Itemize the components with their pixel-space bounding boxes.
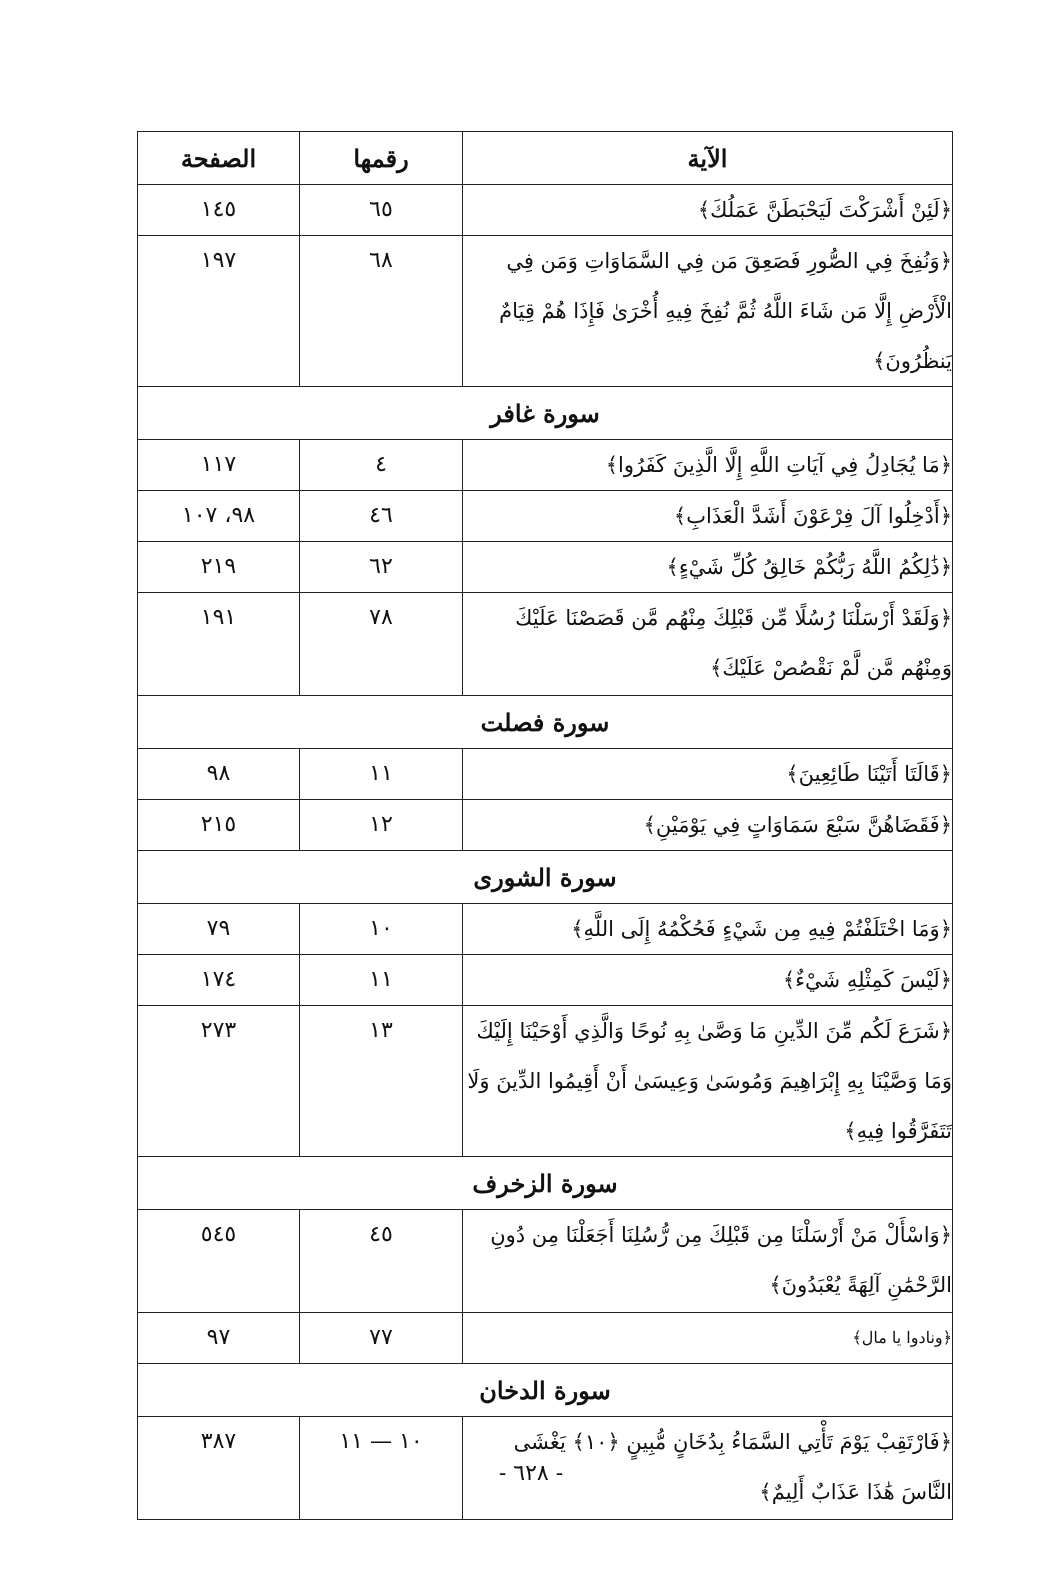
- number-cell: ٧٨: [300, 593, 463, 696]
- page-cell: ٩٨، ١٠٧: [138, 491, 300, 542]
- ayah-cell: ﴿وَاسْأَلْ مَنْ أَرْسَلْنَا مِن قَبْلِكَ مِن رُّسُلِنَا أَجَعَلْنَا مِن دُونِ الرَّحْمَٰنِ آلِهَةً يُعْبَدُونَ﴾: [463, 1210, 953, 1313]
- page-cell: ٢٧٣: [138, 1006, 300, 1157]
- page-cell: ١٩٧: [138, 236, 300, 387]
- header-row: [138, 132, 953, 185]
- page-cell: ١٤٥: [138, 185, 300, 236]
- table-row: [138, 491, 953, 542]
- table-row: [138, 800, 953, 851]
- surah-title: سورة الدخان: [138, 1364, 953, 1417]
- number-cell: ٧٧: [300, 1313, 463, 1364]
- surah-row: [138, 1364, 953, 1417]
- number-cell: ٤: [300, 440, 463, 491]
- page-cell: ١١٧: [138, 440, 300, 491]
- ayah-cell: ﴿أَدْخِلُوا آلَ فِرْعَوْنَ أَشَدَّ الْعَذَابِ﴾: [463, 491, 953, 542]
- table-row: [138, 1210, 953, 1313]
- ayah-cell: ﴿وَنُفِخَ فِي الصُّورِ فَصَعِقَ مَن فِي السَّمَاوَاتِ وَمَن فِي الْأَرْضِ إِلَّا مَن شَاءَ اللَّهُ ثُمَّ نُفِخَ فِيهِ أُخْرَىٰ فَإِذَا هُمْ قِيَامٌ يَنظُرُونَ﴾: [463, 236, 953, 387]
- number-cell: ١٠: [300, 904, 463, 955]
- page-cell: ٣٨٧: [138, 1417, 300, 1520]
- number-cell: ١٢: [300, 800, 463, 851]
- page-cell: ١٧٤: [138, 955, 300, 1006]
- ayah-cell: ﴿فَقَضَاهُنَّ سَبْعَ سَمَاوَاتٍ فِي يَوْمَيْنِ﴾: [463, 800, 953, 851]
- surah-title: سورة الزخرف: [138, 1157, 953, 1210]
- surah-title: سورة غافر: [138, 387, 953, 440]
- ayah-cell: ﴿ذَٰلِكُمُ اللَّهُ رَبُّكُمْ خَالِقُ كُلِّ شَيْءٍ﴾: [463, 542, 953, 593]
- table-row: [138, 593, 953, 696]
- surah-row: [138, 851, 953, 904]
- page-cell: ٩٧: [138, 1313, 300, 1364]
- ayah-cell: ﴿لَئِنْ أَشْرَكْتَ لَيَحْبَطَنَّ عَمَلُكَ﴾: [463, 185, 953, 236]
- index-table: [137, 131, 953, 1520]
- number-cell: ١٣: [300, 1006, 463, 1157]
- ayah-cell: ﴿لَيْسَ كَمِثْلِهِ شَيْءٌ﴾: [463, 955, 953, 1006]
- table-row: [138, 955, 953, 1006]
- header-ayah: الآية: [463, 132, 953, 185]
- header-page: الصفحة: [138, 132, 300, 185]
- page-cell: ٧٩: [138, 904, 300, 955]
- table-row: [138, 1313, 953, 1364]
- number-cell: ١٠ — ١١: [300, 1417, 463, 1520]
- ayah-cell: ﴿وَمَا اخْتَلَفْتُمْ فِيهِ مِن شَيْءٍ فَحُكْمُهُ إِلَى اللَّهِ﴾: [463, 904, 953, 955]
- ayah-cell: ﴿مَا يُجَادِلُ فِي آيَاتِ اللَّهِ إِلَّا الَّذِينَ كَفَرُوا﴾: [463, 440, 953, 491]
- page-cell: ٢١٩: [138, 542, 300, 593]
- number-cell: ٦٢: [300, 542, 463, 593]
- page-cell: ١٩١: [138, 593, 300, 696]
- ayah-cell: ﴿ونادوا يا مال﴾: [463, 1313, 953, 1364]
- header-number: رقمها: [300, 132, 463, 185]
- ayah-cell: ﴿قَالَتَا أَتَيْنَا طَائِعِينَ﴾: [463, 749, 953, 800]
- ayah-cell: ﴿شَرَعَ لَكُم مِّنَ الدِّينِ مَا وَصَّىٰ بِهِ نُوحًا وَالَّذِي أَوْحَيْنَا إِلَيْكَ وَمَا وَصَّيْنَا بِهِ إِبْرَاهِيمَ وَمُوسَىٰ وَعِيسَىٰ أَنْ أَقِيمُوا الدِّينَ وَلَا تَتَفَرَّقُوا فِيهِ﴾: [463, 1006, 953, 1157]
- surah-row: [138, 696, 953, 749]
- number-cell: ٦٨: [300, 236, 463, 387]
- number-cell: ١١: [300, 955, 463, 1006]
- table-row: [138, 904, 953, 955]
- number-cell: ٦٥: [300, 185, 463, 236]
- surah-row: [138, 387, 953, 440]
- ayah-cell: ﴿وَلَقَدْ أَرْسَلْنَا رُسُلًا مِّن قَبْلِكَ مِنْهُم مَّن قَصَصْنَا عَلَيْكَ وَمِنْهُم مَّن لَّمْ نَقْصُصْ عَلَيْكَ﴾: [463, 593, 953, 696]
- table-row: [138, 749, 953, 800]
- surah-row: [138, 1157, 953, 1210]
- ayah-cell: ﴿فَارْتَقِبْ يَوْمَ تَأْتِي السَّمَاءُ بِدُخَانٍ مُّبِينٍ ﴿١٠﴾ يَغْشَى النَّاسَ هَٰذَا عَذَابٌ أَلِيمٌ﴾: [463, 1417, 953, 1520]
- surah-title: سورة فصلت: [138, 696, 953, 749]
- table-row: [138, 440, 953, 491]
- page-number: - ٦٢٨ -: [498, 1461, 564, 1486]
- number-cell: ٤٥: [300, 1210, 463, 1313]
- page-cell: ٥٤٥: [138, 1210, 300, 1313]
- table-row: [138, 542, 953, 593]
- page-cell: ٩٨: [138, 749, 300, 800]
- page-cell: ٢١٥: [138, 800, 300, 851]
- table-row: [138, 1006, 953, 1157]
- number-cell: ١١: [300, 749, 463, 800]
- surah-title: سورة الشورى: [138, 851, 953, 904]
- table-row: [138, 236, 953, 387]
- table-row: [138, 185, 953, 236]
- number-cell: ٤٦: [300, 491, 463, 542]
